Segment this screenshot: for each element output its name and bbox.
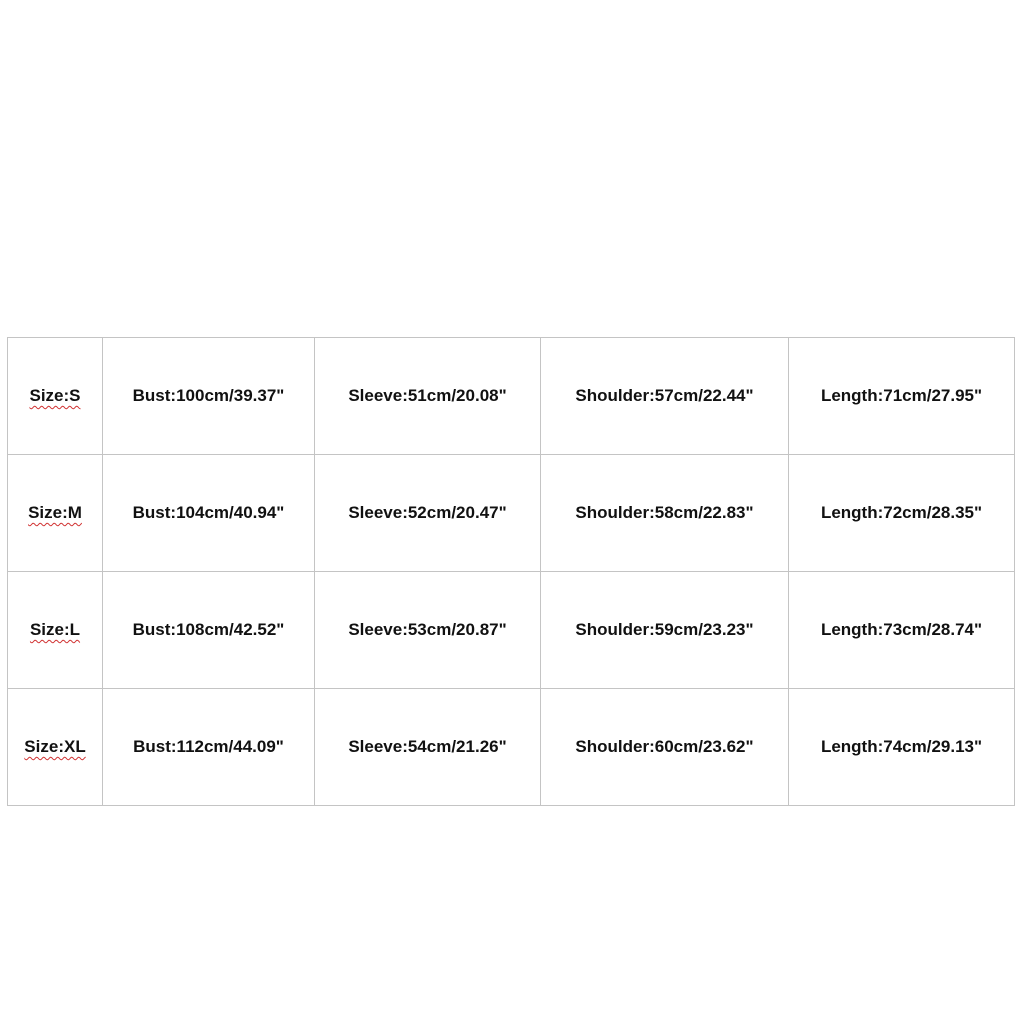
table-row [8,572,1015,689]
bust-cell: Bust:108cm/42.52" [103,572,315,689]
size-cell [8,572,103,689]
sleeve-cell: Sleeve:54cm/21.26" [315,689,541,806]
size-label: Size:S [29,386,81,405]
shoulder-cell: Shoulder:57cm/22.44" [541,338,789,455]
length-cell: Length:73cm/28.74" [789,572,1015,689]
size-cell [8,338,103,455]
size-label: Size:L [29,620,81,639]
length-cell: Length:71cm/27.95" [789,338,1015,455]
length-cell: Length:74cm/29.13" [789,689,1015,806]
table-row [8,338,1015,455]
sleeve-cell: Sleeve:52cm/20.47" [315,455,541,572]
bust-cell: Bust:112cm/44.09" [103,689,315,806]
size-cell [8,455,103,572]
size-label: Size:XL [24,737,86,756]
size-chart-table [7,337,1015,806]
table-row [8,455,1015,572]
size-cell [8,689,103,806]
size-label: Size:M [28,503,82,522]
bust-cell: Bust:104cm/40.94" [103,455,315,572]
length-cell: Length:72cm/28.35" [789,455,1015,572]
sleeve-cell: Sleeve:53cm/20.87" [315,572,541,689]
shoulder-cell: Shoulder:58cm/22.83" [541,455,789,572]
sleeve-cell: Sleeve:51cm/20.08" [315,338,541,455]
shoulder-cell: Shoulder:60cm/23.62" [541,689,789,806]
shoulder-cell: Shoulder:59cm/23.23" [541,572,789,689]
table-row [8,689,1015,806]
bust-cell: Bust:100cm/39.37" [103,338,315,455]
